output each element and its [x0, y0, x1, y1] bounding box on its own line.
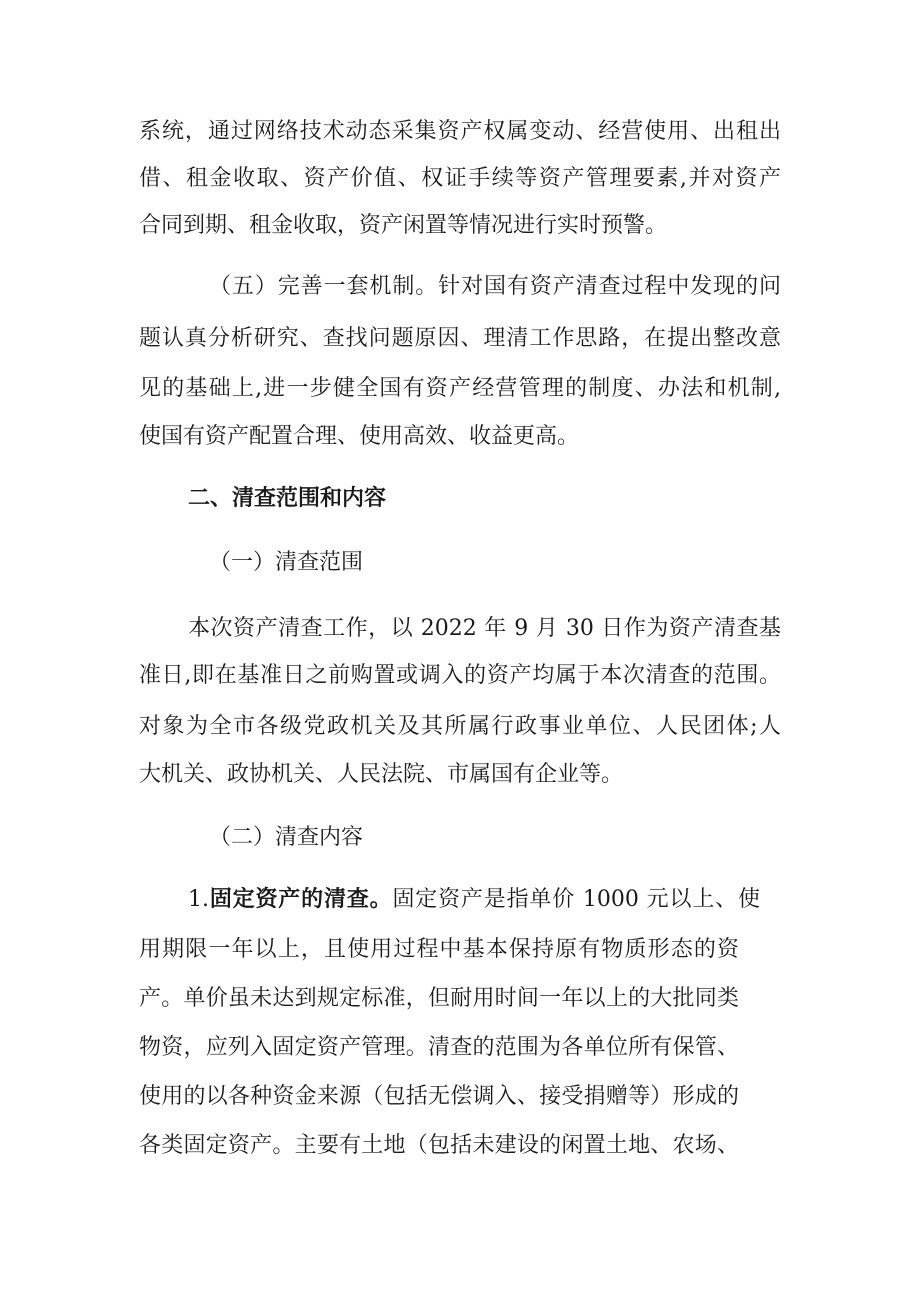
list-item-first-line [188, 885, 760, 915]
paragraph-line: 对象为全市各级党政机关及其所属行政事业单位、人民团体;人 [139, 714, 781, 739]
paragraph-line: 见的基础上,进一步健全国有资产经营管理的制度、办法和机制, [139, 376, 781, 401]
paragraph-line: 准日,即在基准日之前购置或调入的资产均属于本次清查的范围。 [139, 663, 781, 688]
paragraph-line: 使国有资产配置合理、使用高效、收益更高。 [139, 424, 580, 449]
paragraph-line: 使用的以各种资金来源（包括无偿调入、接受捐赠等）形成的 [139, 1084, 739, 1109]
item-number: 1. [188, 887, 209, 912]
paragraph-line: （五）完善一套机制。针对国有资产清查过程中发现的问 [209, 274, 781, 299]
item-title: 固定资产的清查。 [209, 887, 393, 912]
paragraph-line: 大机关、政协机关、人民法院、市属国有企业等。 [139, 762, 624, 787]
paragraph-line: 产。单价虽未达到规定标准，但耐用时间一年以上的大批同类 [139, 986, 739, 1011]
paragraph-line: 合同到期、租金收取，资产闲置等情况进行实时预警。 [139, 213, 668, 238]
item-text: 固定资产是指单价 1000 元以上、使 [392, 887, 760, 912]
subsection-heading: （一）清查范围 [209, 550, 364, 575]
section-heading: 二、清查范围和内容 [188, 486, 387, 511]
paragraph-line: 本次资产清查工作，以 2022 年 9 月 30 日作为资产清查基 [188, 616, 781, 641]
paragraph-line: 题认真分析研究、查找问题原因、理清工作思路，在提出整改意 [139, 326, 781, 351]
paragraph-line: 物资，应列入固定资产管理。清查的范围为各单位所有保管、 [139, 1035, 739, 1060]
paragraph-line: 各类固定资产。主要有土地（包括未建设的闲置土地、农场、 [139, 1133, 739, 1158]
paragraph-line: 借、租金收取、资产价值、权证手续等资产管理要素,并对资产 [139, 166, 781, 191]
paragraph-line: 用期限一年以上，且使用过程中基本保持原有物质形态的资 [139, 937, 739, 962]
paragraph-line: 系统，通过网络技术动态采集资产权属变动、经营使用、出租出 [139, 119, 781, 144]
subsection-heading: （二）清查内容 [209, 825, 364, 850]
